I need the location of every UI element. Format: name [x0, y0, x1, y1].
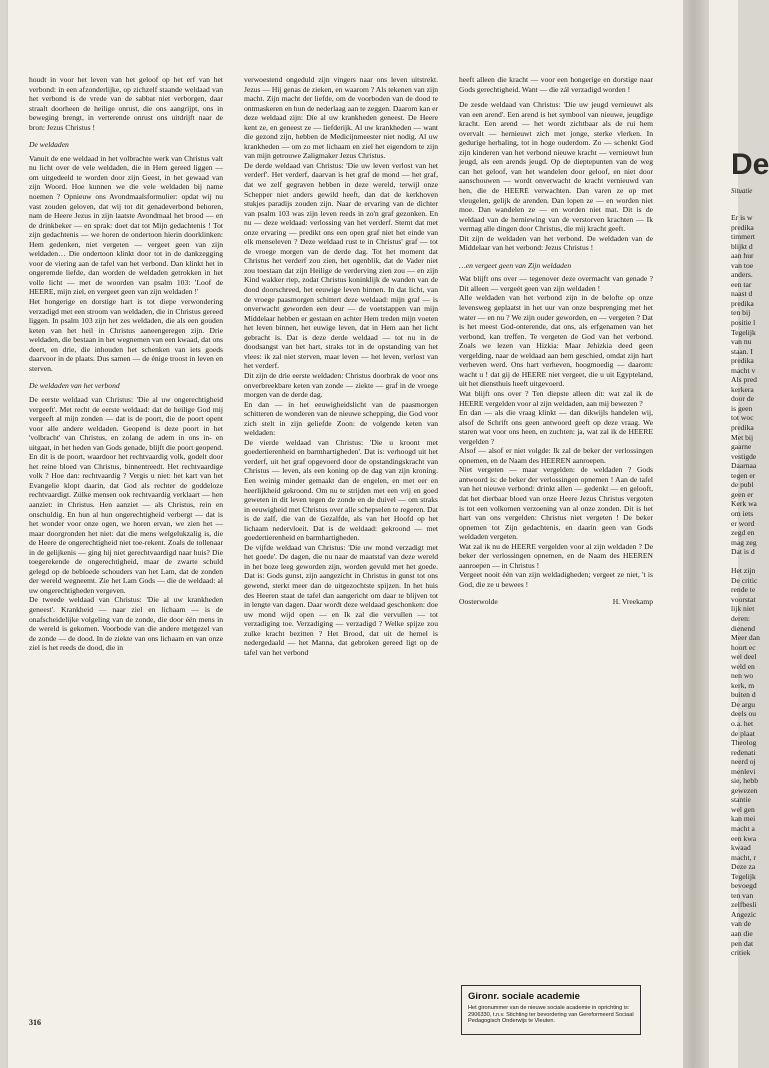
- signature-author: H. Vreekamp: [612, 597, 653, 607]
- page-gutter: [683, 0, 709, 1068]
- paragraph: De zesde weldaad van Christus: 'Die uw jeugd vernieuwt als van een arend'. Een arend is het symbool van nieuwe, jeugdige kracht. Een arend — het wordt zichtbaar als de rui hem overvalt — hernieuwt zich met jonge, sterke vlerken. In gedurige herhaling, tot in hoge ouderdom. Zo — schenkt God zijn kinderen van het verbond nieuwe kracht — vernieuwt hun jeugd, als een arends jeugd. Op de dieptepunten van de weg can het geloof, van het wandelen door geloof, en niet door aanschouwen — wordt onverwacht de kracht vernieuwd van hen, die de HEERE verwachten. Dan varen ze op met vleugelen, gelijk de arenden. Dan lopen ze — en worden niet moe. Dan wandelen ze — en worden niet mat. Dit is de weldaad van de herniewing van de verstorven krachten — Ik vermag alle dingen door Christus, die mij kracht geeft.: [459, 100, 653, 234]
- next-page-text-fragments: [731, 213, 760, 958]
- next-page-line: blijkt d: [731, 241, 753, 251]
- next-page-line: een tar: [731, 279, 752, 289]
- next-page-line: Deze za: [731, 862, 756, 872]
- next-page-line: kerk, m: [731, 680, 755, 690]
- paragraph: De vijfde weldaad van Christus: 'Die uw mond verzadigt met het goede'. De dagen, die nu naar de maatstaf van deze wereld in het boze leeg geworden zijn, worden gevuld met het goede. Dat is: Gods gunst, zijn aangezicht in Christus in gunst tot ons gewend, sterkt meer dan de uitgezochtste spijzen. In het huis des Heeren staat de tafel dan aangericht om daar te blijven tot in lengte van dagen. Daar wordt deze weldaad geschonken: doe uw mond wijd open — en Ik zal die vervullen — tot verzadiging toe. Verzadiging — verzadigd ? Welke spijze zou zulke kracht bezitten ? Het Brood, dat uit de hemel is nedergedaald — het Manna, dat gebroken gereed ligt op de tafel van het verbond: [244, 542, 438, 657]
- next-page-line: de plaat: [731, 728, 755, 738]
- next-page-line: kwaad: [731, 843, 751, 853]
- next-page-line: macht a: [731, 824, 755, 833]
- column-1: [29, 75, 223, 653]
- next-page-line: van de: [731, 919, 752, 929]
- next-page-line: Als pred: [731, 375, 757, 385]
- next-page-line: deren:: [731, 613, 750, 623]
- next-page-line: voorstat: [731, 594, 756, 604]
- paragraph: De tweede weldaad van Christus: 'Die al uw krankheden geneest'. Krankheid — naar ziel en lichaam — is de onafscheidelijke volgeling van de zonde, die door één mens in de wereld is gekomen. Voorbode van die andere metgezel van de zonde — de dood. In de ziekte van ons lichaam en van onze ziel is het reeds de dood, die in: [29, 595, 223, 653]
- paragraph: heeft alleen die kracht — voor een hongerige en dorstige naar Gods gerechtigheid. Want — die zál verzadigd worden !: [459, 75, 653, 94]
- section-heading-vergeet: …en vergeet geen van Zijn weldaden: [459, 260, 572, 270]
- next-page-line: buiten d: [731, 690, 756, 700]
- next-page-line: naast d: [731, 289, 753, 299]
- paragraph: Wat blijft ons over — tegenover deze overmacht van genade ? Dit alleen — vergeét geen van zijn weldaden !: [459, 274, 653, 293]
- next-page-line: anders.: [731, 270, 753, 280]
- next-page-line: deels ou: [731, 709, 757, 719]
- next-page-line: predika: [731, 356, 754, 366]
- paragraph: Wat zal ik nu de HEERE vergelden voor al zijn weldaden ? De beker der verlossingen opnemen, en de Naam des HEEREN aanroepen — in Christus !: [459, 541, 653, 570]
- next-page-line: predika: [731, 298, 754, 308]
- right-page-edge: [709, 0, 769, 1068]
- next-page-line: van toe: [731, 260, 754, 270]
- next-page-line: vestigde: [731, 451, 757, 461]
- paragraph: Alle weldaden van het verbond zijn in de belofte op onze levensweg geplaatst in het uur van onze besprenging met het water — en nu ? We zijn ouder geworden, en — vergeten ? Dat is het meest God-onterende, dat ons, als erfgenamen van het verbond, kan treffen. Te vergeten de God van het verbond. Zoals we lezen van Hizkia: Maar Jehizkia deed geen vergelding, naar de weldaad aan hem geschied, omdat zijn hart verheven werd. Ons hart verheven, hoogmoedig — daarom: wacht u ! dat gij de HEERE niet vergeet, die u uit Egypteland, uit het diensthuis heeft uitgevoerd.: [459, 293, 653, 389]
- next-page-line: timmert: [731, 232, 756, 242]
- announcement-body: Het gironummer van de nieuwe sociale academie in oprichting is: 2906330, t.n.v. Stichting ter bevordering van Gereformeerd Sociaal Pedagogisch Onderwijs te Vleuten.: [468, 1005, 634, 1025]
- next-page-line: Er is w: [731, 213, 753, 222]
- section-heading-weldaden: De weldaden: [29, 140, 69, 150]
- next-page-line: bevoegd: [731, 881, 757, 891]
- next-page-subtitle: Situatie: [731, 187, 753, 195]
- next-page-line: De critic: [731, 575, 758, 585]
- next-page-line: stantie: [731, 795, 751, 805]
- paragraph: houdt in voor het leven van het geloof op het erf van het verbond: in een afzonderlijke, op zichzelf staande weldaad van het verbond is de vrede van de sabbat niet verborgen, daar straalt doorheen de heilige onrust, die ons aangrijpt, ons in beweging brengt, in verterende onrust ons uitdrijft naar de bron: Jezus Christus !: [29, 75, 223, 132]
- column-3: [459, 75, 653, 607]
- next-page-line: de publ: [731, 480, 754, 490]
- paragraph: En dan — als die vraag klinkt — dan dikwijls handelen wij, alsof de Schrift ons geen antwoord geeft op deze vraag. We staren wat voor ons heen, en zuchten: ja, wat zal ik de HEERE vergelden ?: [459, 408, 653, 446]
- paragraph: Alsof — alsof er niet volgde: Ik zal de beker der verlossingen opnemen, en de Naam des HEEREN aanroepen.: [459, 446, 653, 465]
- paragraph: Dit zijn de weldaden van het verbond. De weldaden van de Middelaar van het verbond: Jezus Christus !: [459, 233, 653, 253]
- paragraph: En dan — in het eeuwigheidslicht van de paasmorgen schitteren de wonderen van de nieuwe schepping, die God voor zich stelt in zijn geliefde Zoon: de volgende keten van weldaden:: [244, 399, 438, 438]
- paragraph: Vanuit de ene weldaad in het volbrachte werk van Christus valt nu licht over de vele weldaden, die in Hem gereed liggen — om uitgedeeld te worden door zijn Geest, in het gewaad van zijn Woord. Hoe kunnen we die vele weldaden bij name noemen ? Opnieuw ons Avondmaalsformulier: opdat wij nu vast zouden geloven, dat wij tot dit genadeverbond behoren, nam de Heere Jezus in zijn laatste Avondmaal het brood — en de drinkbeker — en sprak: doet dat tot Mijn gedachtenis ! Tot zijn gedachtenis — we horen de ondertoon hierin doorklinken: Hem gedenken, niet vergeten — vergeet geen van zijn weldaden… Die ondertoon klinkt door tot in de dankzegging voor de viering aan de tafel van het verbond. Dan klinkt het in ongeremde liefde, dan worden de weldaden getrokken in het volle licht — met de woorden van psalm 103: 'Loof de HEERE, mijn ziel, en vergeet geen van zijn weldaden !': [29, 153, 223, 297]
- paragraph: De vierde weldaad van Christus: 'Die u kroont met goedertierenheid en barmhartigheden'. Dat is: verhoogd uit het verderf, uit het graf opgevoerd door de opstandingskracht van Christus — leven, als een koning op de dag van zijn kroning. Een weinig minder gemaakt dan de engelen, en met eer en heerlijkheid gekroond. Om nu te strijden met een vrij en goed geweten in dit leven tegen de zonde en de duivel — om straks in eeuwigheid met Christus over alle schepselen te regeren. Dat is de zalf, die van de Gezalfde, als van het Hoofd op het lichaam nedervloeit. Dat is de weldaad: gekroond — met goedertierenheid en barmhartigheden.: [244, 437, 438, 543]
- paragraph: Wat blijft ons over ? Ten diepste alleen dit: wat zal ik de HEERE vergelden voor al zijn weldaden, aan mij bewezen ?: [459, 388, 653, 408]
- next-page-line: staan. I: [731, 346, 753, 356]
- paragraph: Het hongerige en dorstige hart is tot diepe verwondering verzadigd met een stroom van weldaden, die in Christus gereed liggen. In psalm 103 zijn het zes weldaden, die als een gouden keten van het heil in Christus aaneengeregen zijn. Drie weldaden, die bestaan in het wegnemen van een kwaad, dat ons deert, en drie, die inhouden het schenken van iets goeds daarvoor in de plaats. Dus samen — de énige troost in leven en sterven.: [29, 297, 223, 373]
- next-page-line: Het zijn: [731, 566, 756, 576]
- signature-line: [459, 597, 653, 607]
- next-page-line: wel gen: [731, 804, 755, 814]
- paragraph: verwoestend ongeduld zijn vingers naar ons leven uitstrekt. Jezus — Hij genas de zieken, en waarom ? Als tekenen van zijn macht. Zijn macht der liefde, om de voorboden van de dood te ontmaskeren en hun de nederlaag aan te zeggen. Daarom kan er deze weldaad zijn: Die al uw krankheden geneest. De Heere kent ze, en geneest ze — liefderijk. Al uw krankheden — want die gezond zijn, hebben de Medicijnmeester niet nodig. Al uw krankheden — om zo met lichaam en ziel het eigendom te zijn van mijn getrouwe Zaligmaker Jezus Christus.: [244, 75, 438, 161]
- next-page-line: hoort ec: [731, 642, 756, 652]
- next-page-line: Tegelijk: [731, 327, 756, 337]
- column-2: [244, 75, 438, 657]
- next-page-line: kerkera: [731, 384, 754, 394]
- next-page-line: Met bij: [731, 432, 754, 442]
- next-page-line: predika: [731, 222, 754, 232]
- next-page-line: rende te: [731, 585, 756, 595]
- next-page-line: aan hur: [731, 251, 754, 261]
- next-page-line: wel deel: [731, 652, 757, 662]
- section-heading-verbond: De weldaden van het verbond: [29, 381, 120, 391]
- next-page-line: Meer dan: [731, 633, 760, 643]
- next-page-headline: De: [731, 148, 769, 181]
- next-page-line: macht v: [731, 365, 756, 375]
- paragraph: De derde weldaad van Christus: 'Die uw leven verlost van het verderf'. Het verderf, daarvan is het graf de mond — het graf, dat we zelf gegraven hebben in deze wereld, terwijl onze Schepper niet anders gewild heeft, dan dat de kerkhoven stukjes paradijs zouden zijn. Naar de ervaring van de dichter van psalm 103 was zijn leven reeds in zo'n graf gezonken. En nu — deze weldaad: verlossing van het verderf. Stemt dat met onze ervaring — predikt ons een open graf niet het einde van elk menseleven ? Deze weldaad rust te in Christus' graf — tot de vroege morgen van de derde dag. Tot het moment dat Christus het verderf zou zien, het ogenblik, dat de Vader niet zou toestaan dat zijn Heilige de verderving zien zou — en zijn Kind wakker riep, zodat Christus koninklijk de wanden van de dood doorschreed, het eeuwige leven binnen. In dat licht, van de vroege paasmorgen schittert deze weldaad: mijn graf — is onverwacht geworden een deur — de voetstappen van mijn Middelaar hebben er gestaan en achter Hem treden mijn voeten het leven binnen, het euwige leven, dat in Hem aan het licht gebracht is. Dat is deze derde weldaad — tot nu in de doodsangst van het hart, straks tot in de opstanding van het vlees: ik zal niet sterven, maar leven — het leven, verlost van het verderf.: [244, 160, 438, 371]
- next-page-line: lijk niet: [731, 604, 755, 614]
- next-page-line: nen wo: [731, 671, 754, 681]
- next-page-line: kan mei: [731, 814, 756, 824]
- next-page-line: is geen: [731, 403, 753, 413]
- next-page-line: De argu: [731, 699, 756, 709]
- next-page-line: aan die: [731, 929, 753, 939]
- next-page-line: van nu: [731, 337, 752, 347]
- next-page-line: macht, r: [731, 852, 756, 862]
- next-page-line: tegen er: [731, 470, 756, 480]
- next-page-line: redenati: [731, 747, 756, 757]
- next-page-line: menlevi: [731, 766, 756, 776]
- paragraph: Vergeet nooit één van zijn weldadigheden; vergeet ze niet, 't is God, die ze u bewees !: [459, 570, 653, 589]
- next-page-line: zelfbesli: [731, 900, 757, 910]
- next-page-line: Daarnaa: [731, 461, 757, 471]
- next-page-line: om iets: [731, 508, 754, 518]
- announcement-title: Gironr. sociale academie: [468, 991, 580, 1002]
- next-page-line: critiek: [731, 948, 751, 958]
- next-page-line: predika: [731, 423, 754, 433]
- paragraph: Dit zijn de drie eerste weldaden: Christus doorbrak de voor ons onverbreekbare keten van zonde — ziekte — graf in de vroege morgen van de derde dag.: [244, 370, 438, 400]
- next-page-line: gewezen: [731, 785, 758, 795]
- next-page-line: door de: [731, 394, 754, 404]
- next-page-line: er word: [731, 518, 755, 528]
- next-page-line: ten bij: [731, 308, 751, 318]
- next-page-line: [731, 557, 760, 567]
- next-page-line: pen dat: [731, 938, 754, 948]
- signature-place: Oosterwolde: [459, 597, 498, 607]
- next-page-line: Dat is d: [731, 547, 755, 557]
- next-page-line: Angezic: [731, 909, 757, 919]
- next-page-line: mag zeg: [731, 537, 757, 547]
- next-page-line: gaarne: [731, 442, 752, 452]
- left-page: [8, 0, 683, 1068]
- paragraph: De eerste weldaad van Christus: 'Die al uw ongerechtigheid vergeeft'. Met recht de eerste weldaad: dat de heilige God mij vergeeft al mijn zonden — dat is de poort, die de poort opent voor alle andere weldaden. Geopend is deze poort in het 'volbracht' van Christus, en zolang de adem in ons in- en uitgaat, in het heden van Gods genade, blijft die poort geopend. En dit is de poort, waardoor het rechtvaardig volk, godelt door het reine bloed van Christus, binnentreedt. Het rechtvaardige volk ? Hoe dan: rechtvaardig ? Vergis u niet: het kart van het Evangelie klopt daarin, dat God als rechter de goddeloze rechtvaardigt. Zúlke mensen ook rechtvaardig verklaart — hen aanziet: in Christus. Hen aanziet — als Christus, rein en onschuldig. En hun al hun ongerechtigheid verbergt — dat is het wonder voor onze ogen, we horen ervan, we zien het — maar doorgronden het niet: dat die mens welgelukzalig is, die de Heere de ongerechtigheid niet toe-rekent. Zoals de tollenaar in de gelijkenis — ging hij niet gerechtvaardigd naar huis? Die toegerekende de ongerechtigheid, maar de zwarte schuld gelegd op de bebloede schouders van het Lam, dat de zonden der wereld wegneemt. Zie het Lam Gods — die de weldaad: al uw ongerechtigheden vergeven.: [29, 394, 223, 595]
- next-page-line: zegd en: [731, 528, 755, 538]
- next-page-line: een kwa: [731, 833, 757, 843]
- next-page-line: dienend: [731, 623, 756, 633]
- announcement-box: [461, 985, 641, 1035]
- page-number: 316: [29, 1018, 41, 1027]
- next-page-line: ten van: [731, 890, 754, 900]
- next-page-line: Theolog: [731, 738, 757, 748]
- next-page-line: positie l: [731, 318, 756, 328]
- next-page-line: Tegelijk: [731, 871, 756, 881]
- next-page-line: tot woc: [731, 413, 754, 423]
- paragraph: Niet vergeten — maar vergelden: de weldaden ? Gods antwoord is: de beker der verlossingen opnemen ! Aan de tafel van het nieuwe verbond: drinkt allen — gedenkt — en gelooft, dat het dierbaar bloed van onze Heere Jezus Christus vergoten is tot een volkomen verzoening van al onze zonden. Dit is het hart van ons vergelden: Christus niet vergeten ! De beker opnemen tot Zijn gedachtenis, en daarin geen van Gods weldaden vergeten.: [459, 465, 653, 542]
- next-page-line: neerd oj: [731, 757, 756, 767]
- next-page-line: sie, hebb: [731, 776, 758, 786]
- next-page-line: geen er: [731, 489, 754, 499]
- next-page-line: weld en: [731, 661, 755, 671]
- next-page-line: o.a. het: [731, 718, 754, 728]
- next-page-line: Kerk wa: [731, 499, 757, 509]
